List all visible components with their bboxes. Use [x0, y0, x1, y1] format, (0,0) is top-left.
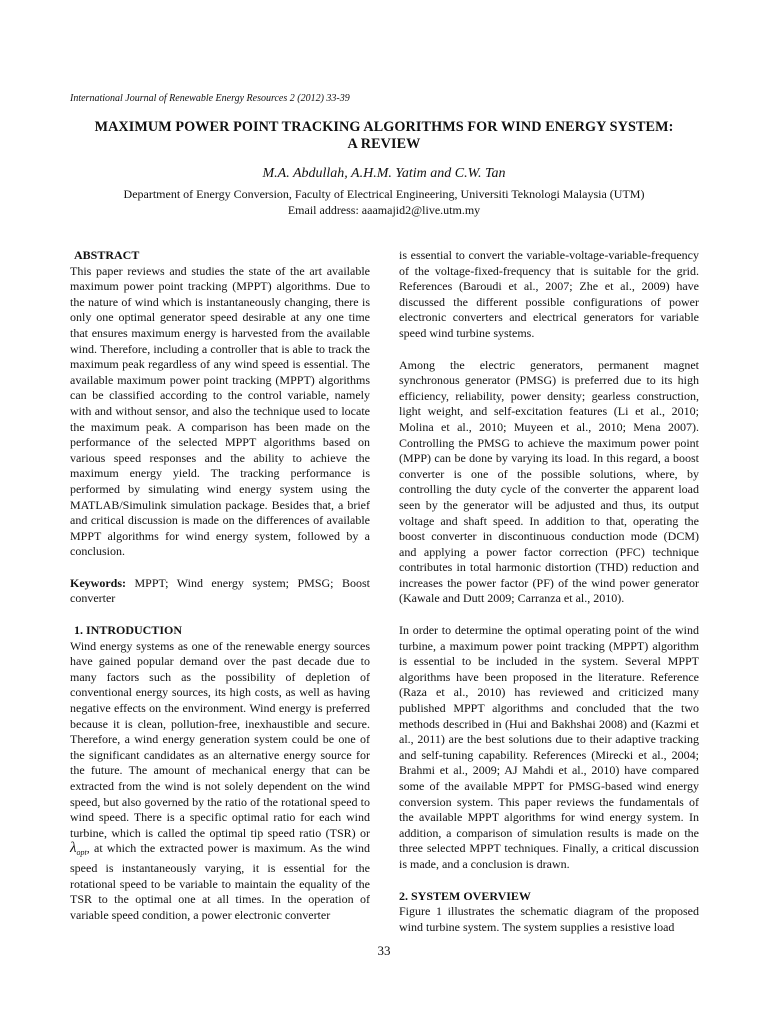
section2-heading: 2. SYSTEM OVERVIEW: [399, 888, 531, 903]
page-number: 33: [377, 943, 391, 958]
affiliation: Department of Energy Conversion, Faculty of Electrical Engineering, Universiti Teknologi Malaysia (UTM): [123, 187, 645, 201]
lambda-subscript: opt: [76, 848, 87, 858]
intro-text-part1: Wind energy systems as one of the renewable energy sources have gained popular demand over the past decade due to many factors such as the possibility of depletion of conventional energy sources, its high costs, as well as having negative effects on the environment. Wind energy is preferred because it is clean, pollution-free, inexhaustible and secure. Therefore, a wind energy generation system could be one of the significant candidates as an alternative energy source for the future. The amount of mechanical energy that can be extracted from the wind is not solely dependent on the wind speed, but also governed by the ratio of the rotational speed to wind speed. There is a specific optimal ratio for each wind turbine, which is called the optimal tip speed ratio (TSR) or: [70, 638, 370, 840]
intro-text: [70, 639, 370, 924]
keywords-label: Keywords:: [70, 575, 126, 590]
lambda-symbol: λ: [70, 840, 77, 857]
paragraph-converter: is essential to convert the variable-voltage-variable-frequency of the voltage-fixed-frequency that is suitable for the grid. References (Baroudi et al., 2007; Zhe et al., 2009) have discussed the different possible configurations of power electronic converters and electrical generators for variable speed wind turbine systems.: [399, 248, 699, 340]
title-line-2: A REVIEW: [347, 136, 421, 152]
intro-text-part2: , at which the extracted power is maximum. As the wind speed is instantaneously varying, it is essential for the rotational speed to be variable to maintain the equality of the TSR to the optimal one at all times. In the operation of variable speed condition, a power electronic converter: [70, 841, 370, 922]
abstract-heading: ABSTRACT: [74, 248, 140, 262]
intro-heading: 1. INTRODUCTION: [74, 623, 183, 638]
paragraph-mppt: In order to determine the optimal operating point of the wind turbine, a maximum power point tracking (MPPT) algorithm is essential to be included in the system. Several MPPT algorithms have been proposed in the literature. Reference (Raza et al., 2010) has reviewed and criticized many published MPPT algorithms and concluded that the two methods described in (Hui and Bakhshai 2008) and (Kazmi et al., 2011) are the best solutions due to their adaptive tracking and self-tuning capability. References (Mirecki et al., 2004; Brahmi et al., 2009; AJ Mahdi et al., 2010) have compared some of the available MPPT for PMSG-based wind energy conversion system. This paper reviews the fundamentals of the available MPPT algorithms for wind energy system. In addition, a comparison of simulation results is made on the three selected MPPT techniques. Finally, a critical discussion is made, and a conclusion is drawn.: [399, 623, 699, 871]
authors: M.A. Abdullah, A.H.M. Yatim and C.W. Tan: [262, 166, 506, 181]
paragraph-pmsg: Among the electric generators, permanent magnet synchronous generator (PMSG) is preferred due to its high efficiency, reliability, power density; gearless construction, light weight, and self-excitation features (Li et al., 2010; Molina et al., 2010; Muyeen et al., 2010; Mena 2007). Controlling the PMSG to achieve the maximum power point (MPP) can be done by varying its load. In this regard, a boost converter is one of the possible solutions, where, by controlling the duty cycle of the converter the apparent load seen by the generator will be adjusted and thus, its output voltage and shaft speed. In addition to that, operating the boost converter in discontinuous conduction mode (DCM) and applying a power factor correction (PFC) technique contributes in total harmonic distortion (THD) reduction and increases the power factor (PF) of the wind power generator (Kawale and Dutt 2009; Carranza et al., 2010).: [399, 357, 699, 606]
right-column: [399, 248, 699, 935]
left-column: [70, 248, 370, 923]
journal-citation: International Journal of Renewable Energy Resources 2 (2012) 33-39: [70, 93, 350, 104]
title-line-1: MAXIMUM POWER POINT TRACKING ALGORITHMS FOR WIND ENERGY SYSTEM:: [94, 119, 674, 135]
paper-title: [60, 119, 708, 153]
keywords-text: MPPT; Wind energy system; PMSG; Boost converter: [70, 575, 370, 606]
keywords: [70, 576, 370, 607]
abstract-text: This paper reviews and studies the state of the art available maximum power point tracking (MPPT) algorithms. Due to the nature of wind which is instantaneously changing, there is only one optimal generator speed desirable at any one time that ensures maximum energy is harvested from the available wind. Therefore, including a controller that is able to track the maximum peak regardless of any wind speed is essential. The available maximum power point tracking (MPPT) algorithms can be classified according to the control variable, namely with and without sensor, and also the technique used to locate the maximum peak. A comparison has been made on the performance of the selected MPPT algorithms based on various speed responses and the ability to achieve the maximum energy yield. The tracking performance is performed by simulating wind energy system using the MATLAB/Simulink simulation package. Besides that, a brief and critical discussion is made on the differences of available MPPT algorithms for wind energy system, followed by a conclusion.: [70, 263, 370, 559]
section2-text: Figure 1 illustrates the schematic diagram of the proposed wind turbine system. The system supplies a resistive load: [399, 904, 699, 934]
affiliation-block: [60, 186, 708, 218]
email: Email address: aaamajid2@live.utm.my: [287, 203, 481, 217]
